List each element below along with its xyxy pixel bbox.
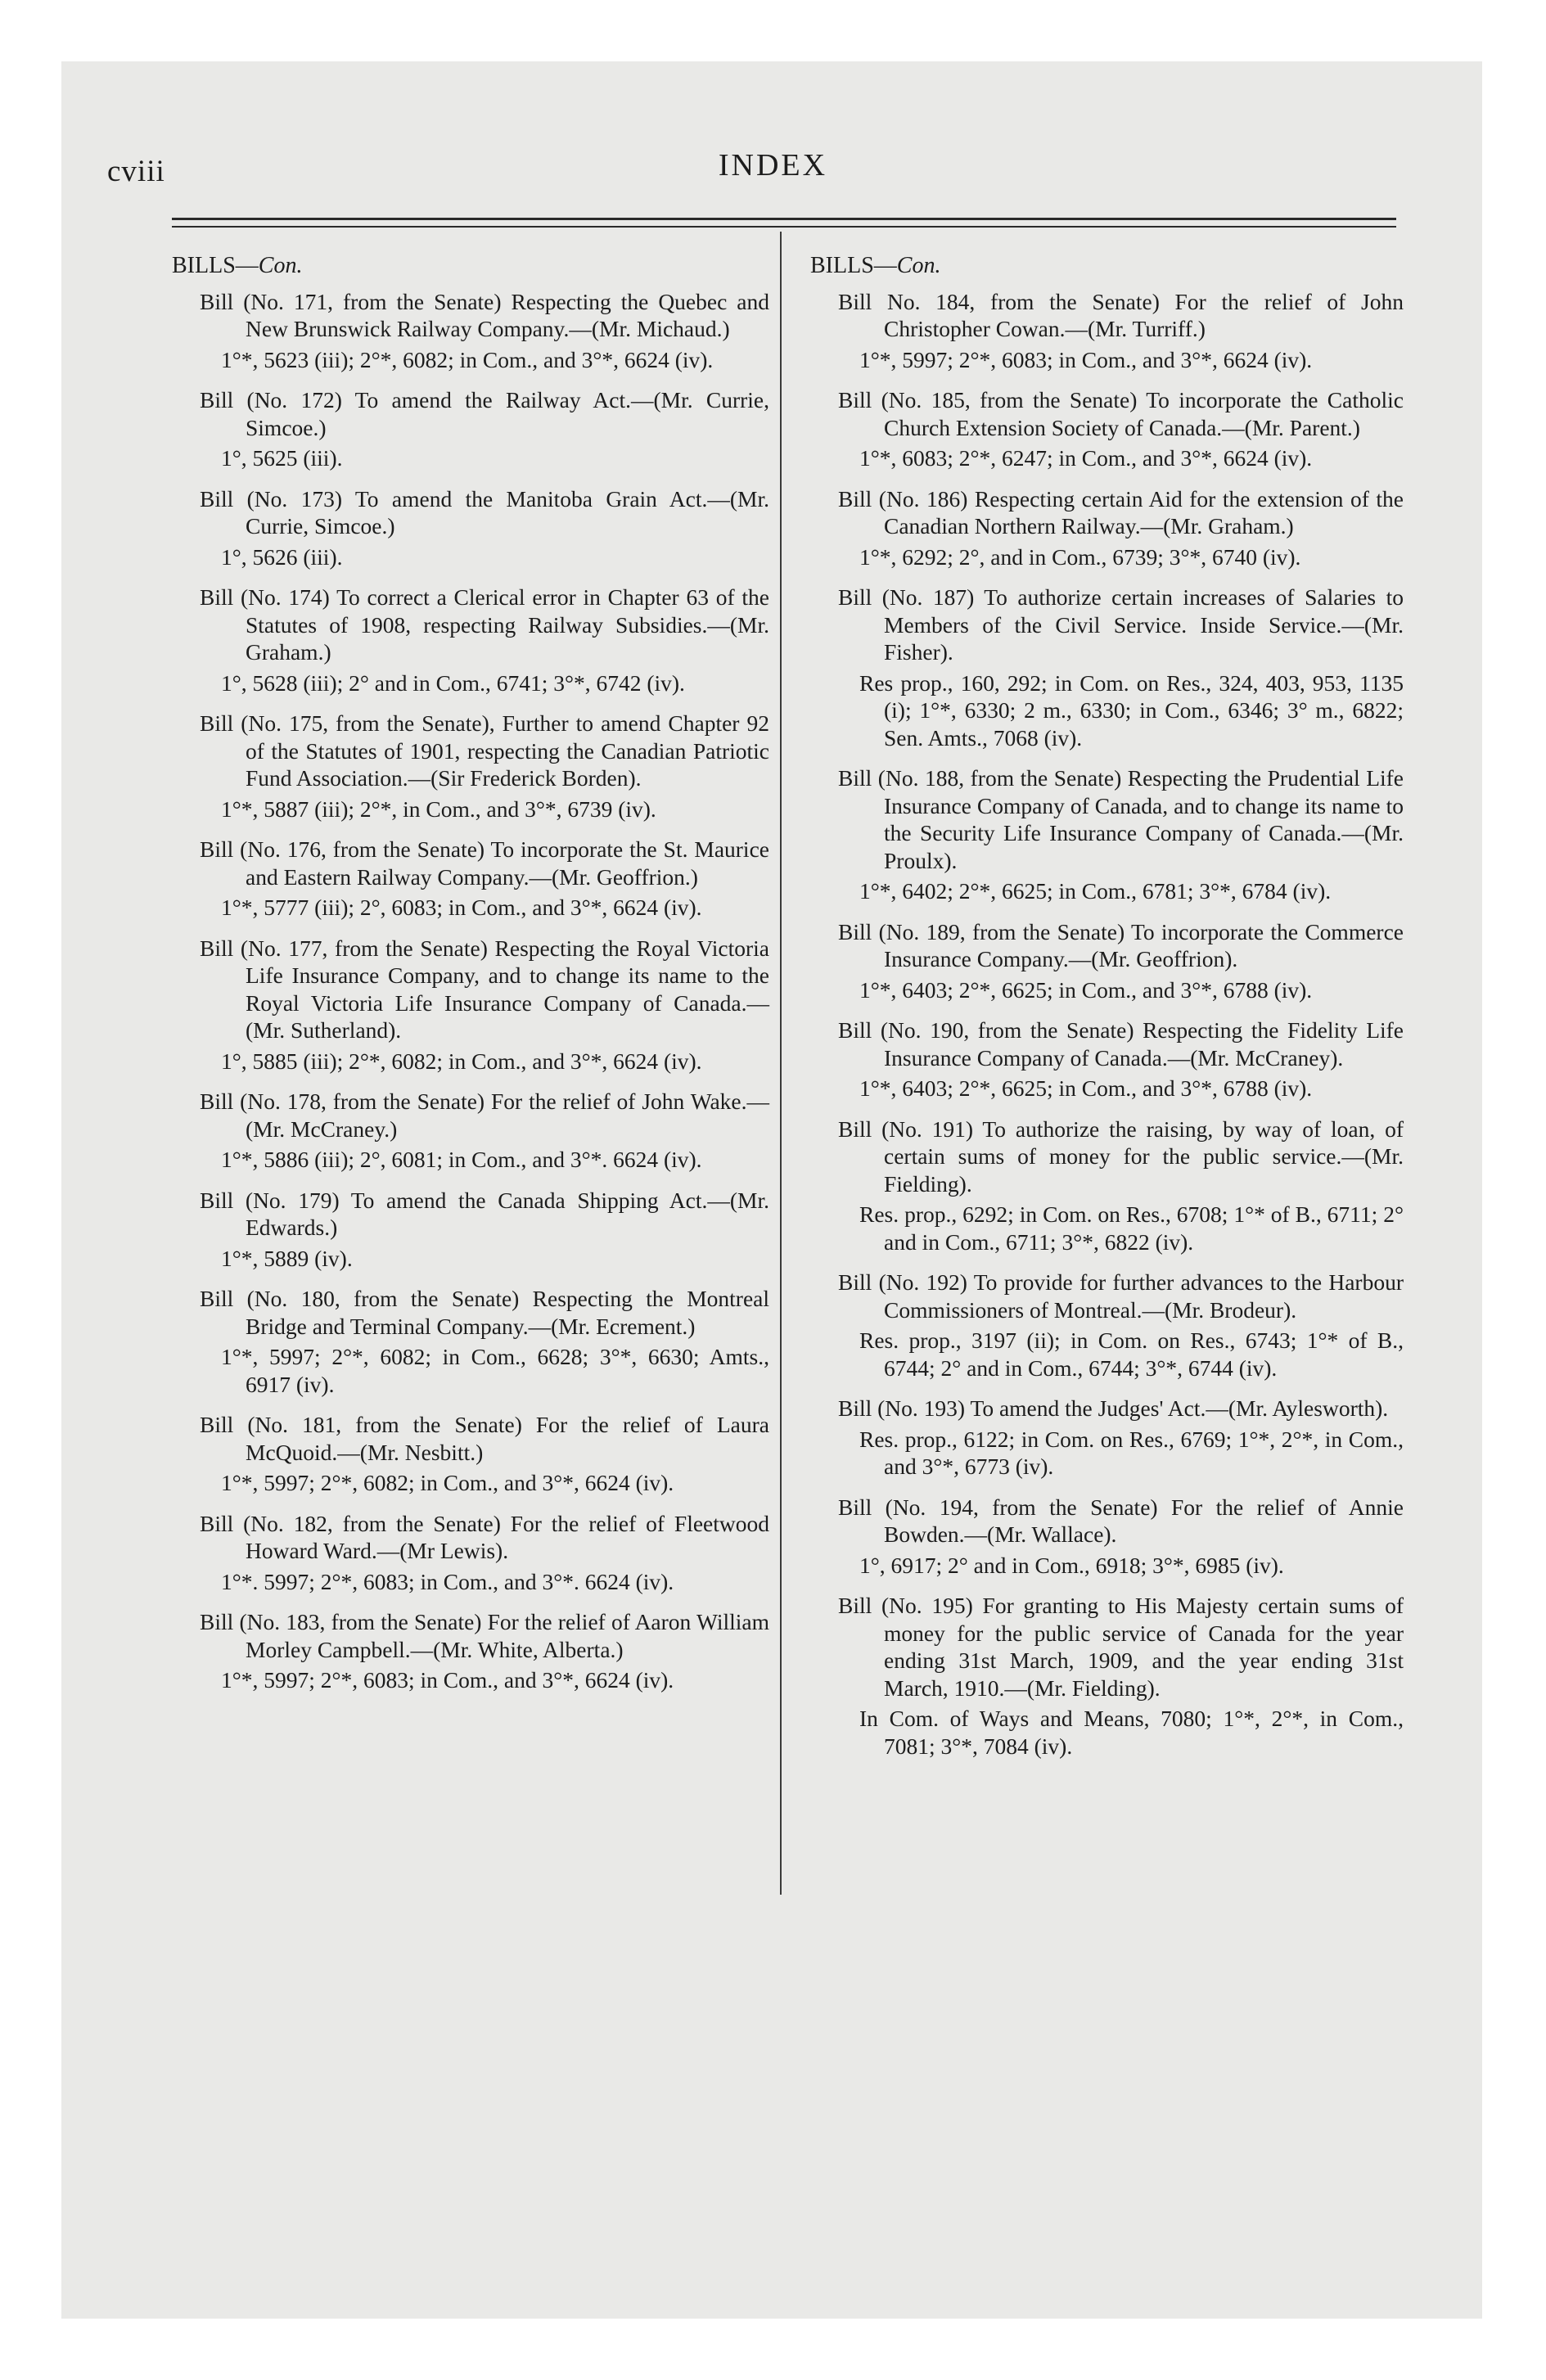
section-heading-cont: Con. — [258, 253, 303, 278]
index-entry — [172, 485, 769, 571]
entry-title: Bill No. 184, from the Senate) For the relief of John Christopher Cowan.—(Mr. Turriff.) — [838, 288, 1404, 341]
entry-references: 1°*, 5997; 2°*, 6082; in Com., and 3°*, 6624 (iv). — [221, 1470, 674, 1495]
entry-title: Bill (No. 176, from the Senate) To incorporate the St. Maurice and Eastern Railway Company.—(Mr. Geoffrion.) — [200, 836, 769, 890]
right-column — [810, 246, 1404, 1773]
entry-references: 1°, 5625 (iii). — [221, 445, 343, 471]
entry-references: 1°*, 6292; 2°, and in Com., 6739; 3°*, 6740 (iv). — [859, 543, 1301, 570]
index-entry — [810, 288, 1404, 374]
index-entry — [172, 1088, 769, 1174]
entry-references: 1°*, 6083; 2°*, 6247; in Com., and 3°*, 6624 (iv). — [859, 445, 1313, 471]
entry-title: Bill (No. 191) To authorize the raising, by way of loan, of certain sums of money for the public service.—(Mr. Fielding). — [838, 1116, 1404, 1197]
index-entry — [810, 584, 1404, 751]
entry-title: Bill (No. 177, from the Senate) Respecting the Royal Victoria Life Insurance Company, and to change its name to the Royal Victoria Life Insurance Company of Canada.—(Mr. Sutherland). — [200, 935, 769, 1043]
header-rule-top — [172, 218, 1396, 220]
entry-title: Bill (No. 194, from the Senate) For the relief of Annie Bowden.—(Mr. Wallace). — [838, 1494, 1404, 1547]
entry-references: 1°, 6917; 2° and in Com., 6918; 3°*, 6985 (iv). — [859, 1552, 1284, 1578]
index-entry — [172, 1411, 769, 1497]
entry-references: Res. prop., 6292; in Com. on Res., 6708; 1°* of B., 6711; 2° and in Com., 6711; 3°*, 6822 (iv). — [859, 1201, 1404, 1255]
header-rule-bottom — [172, 226, 1396, 228]
entry-title: Bill (No. 174) To correct a Clerical error in Chapter 63 of the Statutes of 1908, respecting Railway Subsidies.—(Mr. Graham.) — [200, 584, 769, 665]
index-entry — [172, 1285, 769, 1398]
index-entry — [810, 1592, 1404, 1760]
entry-references: 1°*, 5889 (iv). — [221, 1245, 353, 1271]
page-number: cviii — [107, 155, 165, 188]
entry-references: Res. prop., 3197 (ii); in Com. on Res., 6743; 1°* of B., 6744; 2° and in Com., 6744; 3°*, 6744 (iv). — [859, 1327, 1404, 1381]
index-entry — [172, 288, 769, 374]
index-entry — [172, 710, 769, 823]
entry-references: 1°*, 5623 (iii); 2°*, 6082; in Com., and 3°*, 6624 (iv). — [221, 346, 714, 372]
entry-references: 1°*, 5997; 2°*, 6082; in Com., 6628; 3°*, 6630; Amts., 6917 (iv). — [221, 1344, 769, 1397]
entry-references: 1°, 5628 (iii); 2° and in Com., 6741; 3°*, 6742 (iv). — [221, 669, 685, 696]
entry-references: 1°*, 6403; 2°*, 6625; in Com., and 3°*, 6788 (iv). — [859, 1075, 1313, 1101]
entry-title: Bill (No. 172) To amend the Railway Act.—(Mr. Currie, Simcoe.) — [200, 387, 769, 440]
index-entry — [810, 485, 1404, 571]
entry-title: Bill (No. 192) To provide for further advances to the Harbour Commissioners of Montreal.—(Mr. Brodeur). — [838, 1269, 1404, 1323]
entry-title: Bill (No. 186) Respecting certain Aid for the extension of the Canadian Northern Railway.—(Mr. Graham.) — [838, 485, 1404, 539]
section-heading-label: BILLS — [810, 253, 874, 278]
entry-title: Bill (No. 189, from the Senate) To incorporate the Commerce Insurance Company.—(Mr. Geoffrion). — [838, 918, 1404, 971]
entry-list — [172, 288, 769, 1694]
entry-title: Bill (No. 190, from the Senate) Respecting the Fidelity Life Insurance Company of Canada.—(Mr. McCraney). — [838, 1017, 1404, 1071]
section-heading-cont: Con. — [896, 253, 941, 278]
index-entry — [810, 764, 1404, 905]
index-entry — [810, 1395, 1404, 1481]
entry-title: Bill (No. 187) To authorize certain increases of Salaries to Members of the Civil Service. Inside Service.—(Mr. Fisher). — [838, 584, 1404, 665]
entry-references: 1°, 5885 (iii); 2°*, 6082; in Com., and 3°*, 6624 (iv). — [221, 1048, 702, 1074]
entry-references: In Com. of Ways and Means, 7080; 1°*, 2°*, in Com., 7081; 3°*, 7084 (iv). — [859, 1706, 1404, 1759]
entry-references: 1°*, 5887 (iii); 2°*, in Com., and 3°*, 6739 (iv). — [221, 796, 656, 822]
index-entry — [172, 1608, 769, 1694]
index-entry — [810, 1269, 1404, 1382]
section-heading-label: BILLS — [172, 253, 236, 278]
entry-title: Bill (No. 193) To amend the Judges' Act.—(Mr. Aylesworth). — [838, 1395, 1389, 1421]
entry-title: Bill (No. 180, from the Senate) Respecting the Montreal Bridge and Terminal Company.—(Mr. Ecrement.) — [200, 1286, 769, 1339]
page-title: INDEX — [718, 148, 828, 183]
entry-title: Bill (No. 185, from the Senate) To incorporate the Catholic Church Extension Society of Canada.—(Mr. Parent.) — [838, 387, 1404, 440]
index-entry — [810, 1494, 1404, 1580]
section-heading: BILLS—Con. — [172, 253, 303, 278]
index-entry — [810, 1016, 1404, 1102]
entry-references: Res. prop., 6122; in Com. on Res., 6769; 1°*, 2°*, in Com., and 3°*, 6773 (iv). — [859, 1426, 1404, 1479]
entry-title: Bill (No. 182, from the Senate) For the relief of Fleetwood Howard Ward.—(Mr Lewis). — [200, 1510, 769, 1563]
entry-references: Res prop., 160, 292; in Com. on Res., 324, 403, 953, 1135 (i); 1°*, 6330; 2 m., 6330; in Com., 6346; 3° m., 6822; Sen. Amts., 7068 (iv). — [859, 669, 1404, 751]
entry-references: 1°*. 5997; 2°*, 6083; in Com., and 3°*. 6624 (iv). — [221, 1568, 674, 1594]
entry-references: 1°*, 5997; 2°*, 6083; in Com., and 3°*, 6624 (iv). — [859, 346, 1313, 372]
entry-title: Bill (No. 195) For granting to His Majesty certain sums of money for the public service of Canada for the year ending 31st March, 1909, and the year ending 31st March, 1910.—(Mr. Fielding). — [838, 1593, 1404, 1701]
entry-title: Bill (No. 178, from the Senate) For the relief of John Wake.—(Mr. McCraney.) — [200, 1089, 769, 1142]
entry-references: 1°*, 5886 (iii); 2°, 6081; in Com., and 3°*. 6624 (iv). — [221, 1147, 702, 1172]
column-divider — [780, 232, 782, 1895]
index-entry — [172, 935, 769, 1075]
entry-title: Bill (No. 183, from the Senate) For the relief of Aaron William Morley Campbell.—(Mr. White, Alberta.) — [200, 1609, 769, 1662]
left-column — [172, 246, 769, 1707]
entry-title: Bill (No. 179) To amend the Canada Shipping Act.—(Mr. Edwards.) — [200, 1187, 769, 1240]
entry-references: 1°*, 6402; 2°*, 6625; in Com., 6781; 3°*, 6784 (iv). — [859, 878, 1332, 904]
index-entry — [172, 1187, 769, 1273]
index-entry — [172, 584, 769, 696]
entry-title: Bill (No. 173) To amend the Manitoba Grain Act.—(Mr. Currie, Simcoe.) — [200, 485, 769, 539]
entry-references: 1°, 5626 (iii). — [221, 543, 343, 570]
entry-references: 1°*, 5997; 2°*, 6083; in Com., and 3°*, 6624 (iv). — [221, 1667, 674, 1693]
entry-references: 1°*, 6403; 2°*, 6625; in Com., and 3°*, 6788 (iv). — [859, 976, 1313, 1003]
index-entry — [172, 1510, 769, 1596]
section-heading: BILLS—Con. — [810, 253, 941, 278]
entry-title: Bill (No. 188, from the Senate) Respecting the Prudential Life Insurance Company of Canada, and to change its name to the Security Life Insurance Company of Canada.—(Mr. Proulx). — [838, 765, 1404, 873]
entry-title: Bill (No. 181, from the Senate) For the relief of Laura McQuoid.—(Mr. Nesbitt.) — [200, 1412, 769, 1465]
entry-title: Bill (No. 175, from the Senate), Further to amend Chapter 92 of the Statutes of 1901, respecting the Canadian Patriotic Fund Association.—(Sir Frederick Borden). — [200, 710, 769, 791]
index-entry — [172, 836, 769, 922]
index-entry — [172, 386, 769, 472]
index-entry — [810, 386, 1404, 472]
entry-title: Bill (No. 171, from the Senate) Respecting the Quebec and New Brunswick Railway Company.—(Mr. Michaud.) — [200, 288, 769, 341]
entry-list — [810, 288, 1404, 1760]
entry-references: 1°*, 5777 (iii); 2°, 6083; in Com., and 3°*, 6624 (iv). — [221, 895, 702, 920]
index-entry — [810, 1116, 1404, 1256]
index-entry — [810, 918, 1404, 1004]
